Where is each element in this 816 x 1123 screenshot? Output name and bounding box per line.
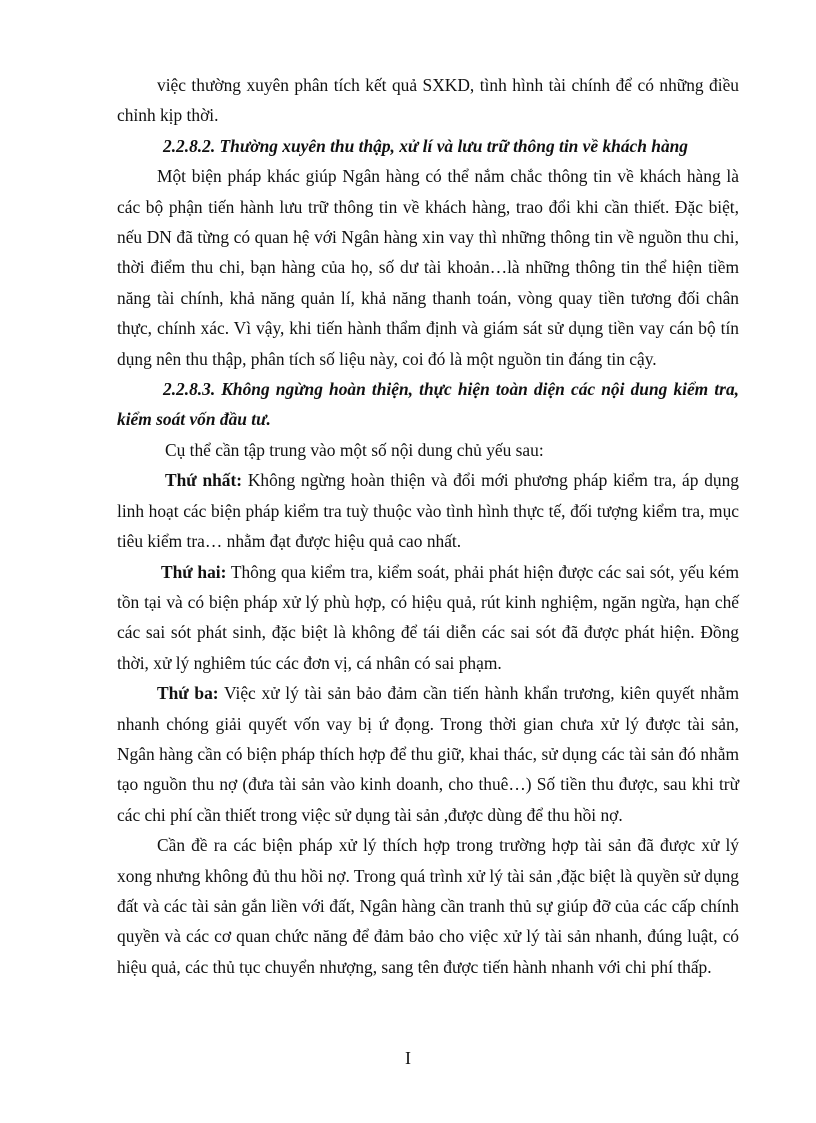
lead-third: Thứ ba:: [157, 683, 219, 704]
paragraph-asset-handling: Cần đề ra các biện pháp xử lý thích hợp trong trường hợp tài sản đã được xử lý xong nhưng không đủ thu hồi nợ. Trong quá trình xử lý tài sản ,đặc biệt là quyền sử dụng đất và các tài sản gắn liền với đất, Ngân hàng cần tranh thủ sự giúp đỡ của các cấp chính quyền và các cơ quan chức năng để đảm bảo cho việc xử lý tài sản nhanh, đúng luật, có hiệu quả, các thủ tục chuyển nhượng, sang tên được tiến hành nhanh với chi phí thấp.: [117, 835, 739, 977]
section-heading-2-2-8-2: 2.2.8.2. Thường xuyên thu thập, xử lí và lưu trữ thông tin về khách hàng: [163, 135, 689, 156]
paragraph-second-point: [117, 557, 739, 679]
document-body: [117, 70, 739, 982]
text-first: Không ngừng hoàn thiện và đổi mới phương pháp kiểm tra, áp dụng linh hoạt các biện pháp kiểm tra tuỳ thuộc vào tình hình thực tế, đối tượng kiểm tra, mục tiêu kiểm tra… nhằm đạt được hiệu quả cao nhất.: [117, 470, 739, 552]
paragraph-intro-list: Cụ thể cần tập trung vào một số nội dung chủ yếu sau:: [165, 439, 544, 460]
text-third: Việc xử lý tài sản bảo đảm cần tiến hành khẩn trương, kiên quyết nhằm nhanh chóng giải quyết vốn vay bị ứ đọng. Trong thời gian chưa xử lý được tài sản, Ngân hàng cần có biện pháp thích hợp để thu giữ, khai thác, sử dụng các tài sản đó nhằm tạo nguồn thu nợ (đưa tài sản vào kinh doanh, cho thuê…) Số tiền thu được, sau khi trừ các chi phí cần thiết trong việc sử dụng tài sản ,được dùng để thu hồi nợ.: [117, 683, 739, 825]
section-heading-2-2-8-3: 2.2.8.3. Không ngừng hoàn thiện, thực hiện toàn diện các nội dung kiểm tra, kiểm soát vốn đầu tư.: [117, 379, 739, 430]
paragraph-third-point: [117, 678, 739, 830]
paragraph-customer-info: Một biện pháp khác giúp Ngân hàng có thể nắm chắc thông tin về khách hàng là các bộ phận tiến hành lưu trữ thông tin về khách hàng, trao đổi khi cần thiết. Đặc biệt, nếu DN đã từng có quan hệ với Ngân hàng xin vay thì những thông tin về nguồn thu chi, thời điểm thu chi, bạn hàng của họ, số dư tài khoản…là những thông tin thể hiện tiềm năng tài chính, khả năng quản lí, khả năng thanh toán, vòng quay tiền tương đối chân thực, chính xác. Vì vậy, khi tiến hành thẩm định và giám sát sử dụng tiền vay cán bộ tín dụng nên thu thập, phân tích số liệu này, coi đó là một nguồn tin đáng tin cậy.: [117, 166, 739, 369]
paragraph-first-point: [117, 465, 739, 556]
lead-first: Thứ nhất:: [165, 470, 243, 491]
page-number: I: [405, 1048, 411, 1068]
text-second: Thông qua kiểm tra, kiểm soát, phải phát hiện được các sai sót, yếu kém tồn tại và có biện pháp xử lý phù hợp, có hiệu quả, rút kinh nghiệm, ngăn ngừa, hạn chế các sai sót phát sinh, đặc biệt là không để tái diễn các sai sót đã được phát hiện. Đồng thời, xử lý nghiêm túc các đơn vị, cá nhân có sai phạm.: [117, 561, 739, 673]
paragraph-continuation: việc thường xuyên phân tích kết quả SXKD, tình hình tài chính để có những điều chỉnh kịp thời.: [117, 75, 739, 126]
lead-second: Thứ hai:: [161, 561, 227, 582]
